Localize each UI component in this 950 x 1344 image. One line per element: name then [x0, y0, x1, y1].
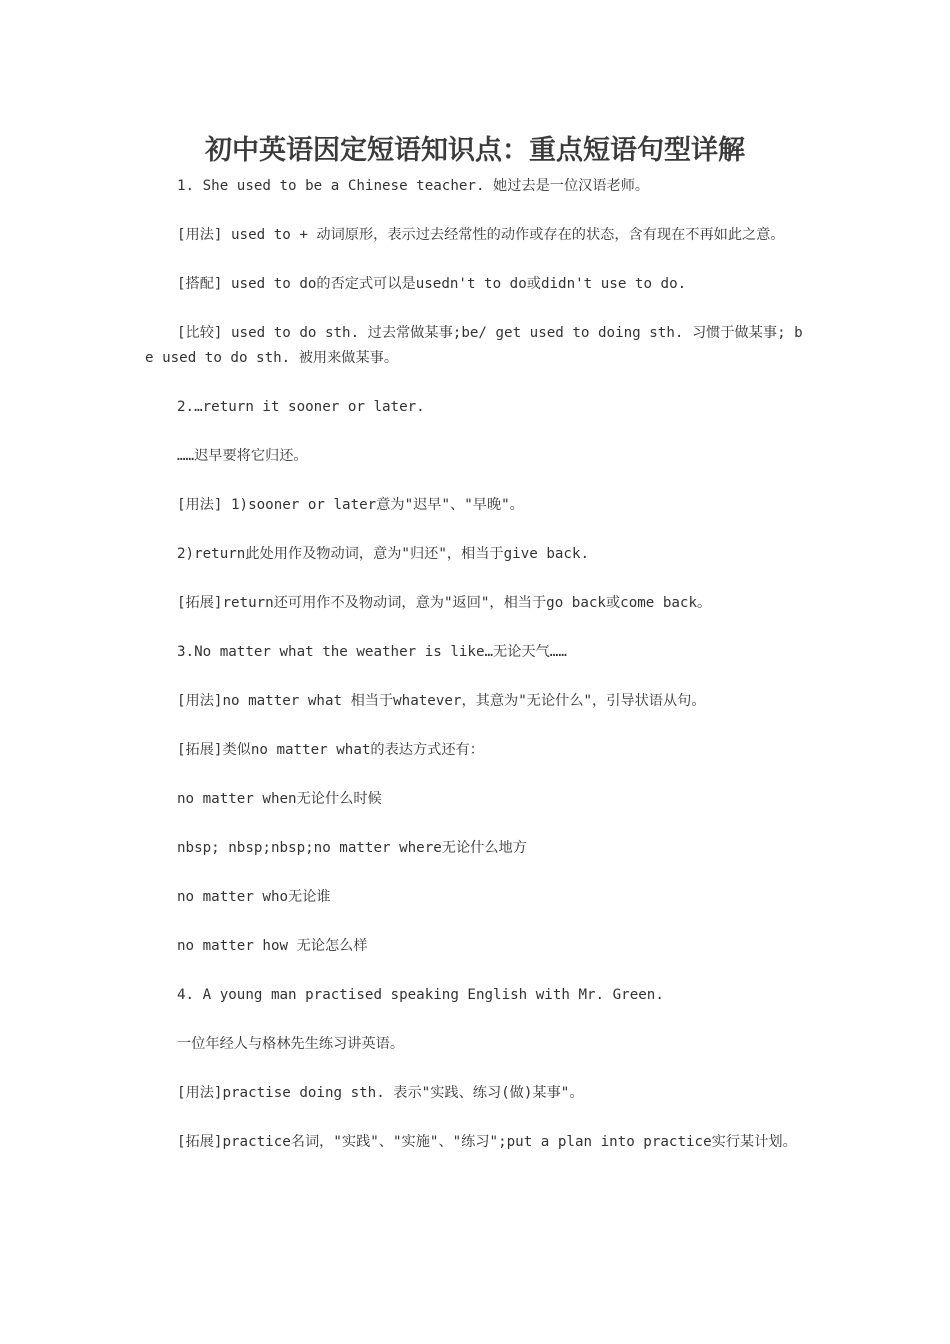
paragraph-20: [拓展]practice名词，"实践"、"实施"、"练习";put a plan into practice实行某计划。: [177, 1133, 797, 1150]
paragraph-5: 2.…return it sooner or later.: [177, 398, 425, 415]
paragraph-19: [用法]practise doing sth. 表示"实践、练习(做)某事"。: [177, 1084, 584, 1101]
paragraph-15: no matter who无论谁: [177, 888, 331, 905]
paragraph-10: 3.No matter what the weather is like…无论天气……: [177, 643, 567, 660]
paragraph-11: [用法]no matter what 相当于whatever，其意为"无论什么"，引导状语从句。: [177, 692, 706, 709]
paragraph-6: ……迟早要将它归还。: [177, 447, 308, 464]
paragraph-8: 2)return此处用作及物动词，意为"归还"，相当于give back.: [177, 545, 590, 562]
paragraph-17: 4. A young man practised speaking English with Mr. Green.: [177, 986, 664, 1003]
paragraph-12: [拓展]类似no matter what的表达方式还有：: [177, 741, 484, 758]
paragraph-1: 1. She used to be a Chinese teacher. 她过去是一位汉语老师。: [177, 178, 650, 194]
paragraph-18: 一位年经人与格林先生练习讲英语。: [177, 1035, 405, 1052]
paragraph-9: [拓展]return还可用作不及物动词，意为"返回"，相当于go back或come back。: [177, 594, 712, 611]
paragraph-2: [用法] used to + 动词原形，表示过去经常性的动作或存在的状态，含有现在不再如此之意。: [177, 227, 785, 243]
paragraph-4: [比较] used to do sth. 过去常做某事;be/ get used to doing sth. 习惯于做某事; be used to do sth. 被用来做某事。: [145, 325, 803, 366]
paragraph-13: no matter when无论什么时候: [177, 790, 382, 807]
paragraph-16: no matter how 无论怎么样: [177, 937, 368, 954]
document-title: 初中英语因定短语知识点：重点短语句型详解: [205, 135, 745, 166]
document-body: [145, 174, 810, 1179]
paragraph-3: [搭配] used to do的否定式可以是usedn't to do或didn't use to do.: [177, 276, 687, 292]
paragraph-7: [用法] 1)sooner or later意为"迟早"、"早晚"。: [177, 496, 524, 513]
paragraph-14: nbsp; nbsp;nbsp;no matter where无论什么地方: [177, 839, 527, 856]
